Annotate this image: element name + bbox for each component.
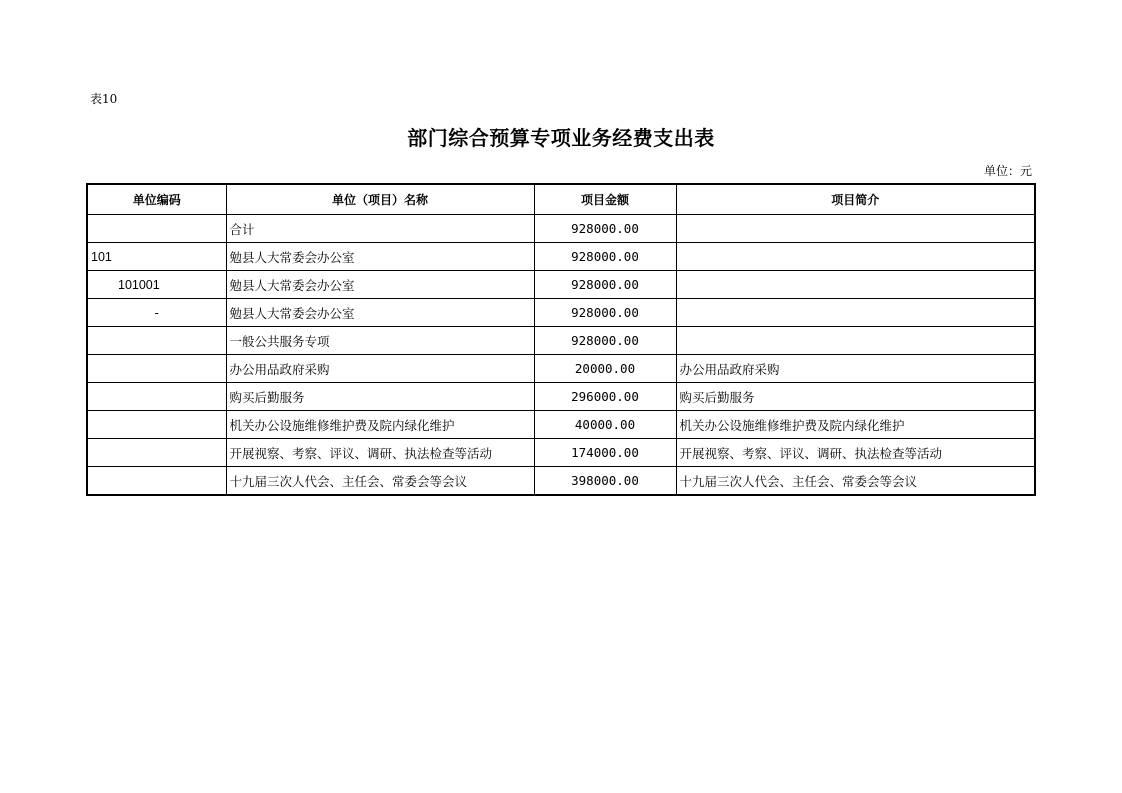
cell-description: 开展视察、考察、评议、调研、执法检查等活动 xyxy=(676,439,1035,467)
cell-name: 购买后勤服务 xyxy=(226,383,534,411)
cell-amount: 928000.00 xyxy=(534,243,676,271)
cell-name: 机关办公设施维修维护费及院内绿化维护 xyxy=(226,411,534,439)
cell-unit-code: - xyxy=(87,299,226,327)
cell-description xyxy=(676,299,1035,327)
cell-name: 开展视察、考察、评议、调研、执法检查等活动 xyxy=(226,439,534,467)
cell-amount: 928000.00 xyxy=(534,299,676,327)
table-row xyxy=(87,355,1035,383)
column-header-unit-code: 单位编码 xyxy=(87,184,226,215)
table-row xyxy=(87,215,1035,243)
cell-amount: 40000.00 xyxy=(534,411,676,439)
cell-description xyxy=(676,215,1035,243)
column-header-description: 项目简介 xyxy=(676,184,1035,215)
cell-name: 勉县人大常委会办公室 xyxy=(226,299,534,327)
cell-amount: 398000.00 xyxy=(534,467,676,496)
unit-label: 单位：元 xyxy=(983,164,1032,178)
cell-description: 办公用品政府采购 xyxy=(676,355,1035,383)
cell-description xyxy=(676,271,1035,299)
cell-amount: 20000.00 xyxy=(534,355,676,383)
cell-name: 勉县人大常委会办公室 xyxy=(226,271,534,299)
table-number: 表10 xyxy=(90,92,118,106)
cell-unit-code xyxy=(87,215,226,243)
cell-name: 合计 xyxy=(226,215,534,243)
column-header-amount: 项目金额 xyxy=(534,184,676,215)
cell-amount: 296000.00 xyxy=(534,383,676,411)
cell-unit-code xyxy=(87,439,226,467)
cell-description: 十九届三次人代会、主任会、常委会等会议 xyxy=(676,467,1035,496)
cell-name: 勉县人大常委会办公室 xyxy=(226,243,534,271)
table-row xyxy=(87,243,1035,271)
cell-description: 购买后勤服务 xyxy=(676,383,1035,411)
table-row xyxy=(87,439,1035,467)
cell-unit-code xyxy=(87,467,226,496)
cell-amount: 928000.00 xyxy=(534,271,676,299)
cell-amount: 174000.00 xyxy=(534,439,676,467)
cell-description xyxy=(676,327,1035,355)
table-row xyxy=(87,327,1035,355)
cell-unit-code xyxy=(87,355,226,383)
table-row xyxy=(87,383,1035,411)
column-header-name: 单位（项目）名称 xyxy=(226,184,534,215)
cell-name: 办公用品政府采购 xyxy=(226,355,534,383)
cell-amount: 928000.00 xyxy=(534,327,676,355)
cell-name: 一般公共服务专项 xyxy=(226,327,534,355)
cell-unit-code: 101 xyxy=(87,243,226,271)
budget-table xyxy=(86,183,1036,496)
cell-unit-code xyxy=(87,327,226,355)
table-row xyxy=(87,299,1035,327)
page-title: 部门综合预算专项业务经费支出表 xyxy=(407,126,715,150)
cell-description: 机关办公设施维修维护费及院内绿化维护 xyxy=(676,411,1035,439)
table-header-row xyxy=(87,184,1035,215)
cell-name: 十九届三次人代会、主任会、常委会等会议 xyxy=(226,467,534,496)
cell-unit-code xyxy=(87,383,226,411)
table-row xyxy=(87,467,1035,496)
cell-unit-code xyxy=(87,411,226,439)
table-row xyxy=(87,411,1035,439)
table-row xyxy=(87,271,1035,299)
cell-description xyxy=(676,243,1035,271)
cell-unit-code: 101001 xyxy=(87,271,226,299)
cell-amount: 928000.00 xyxy=(534,215,676,243)
